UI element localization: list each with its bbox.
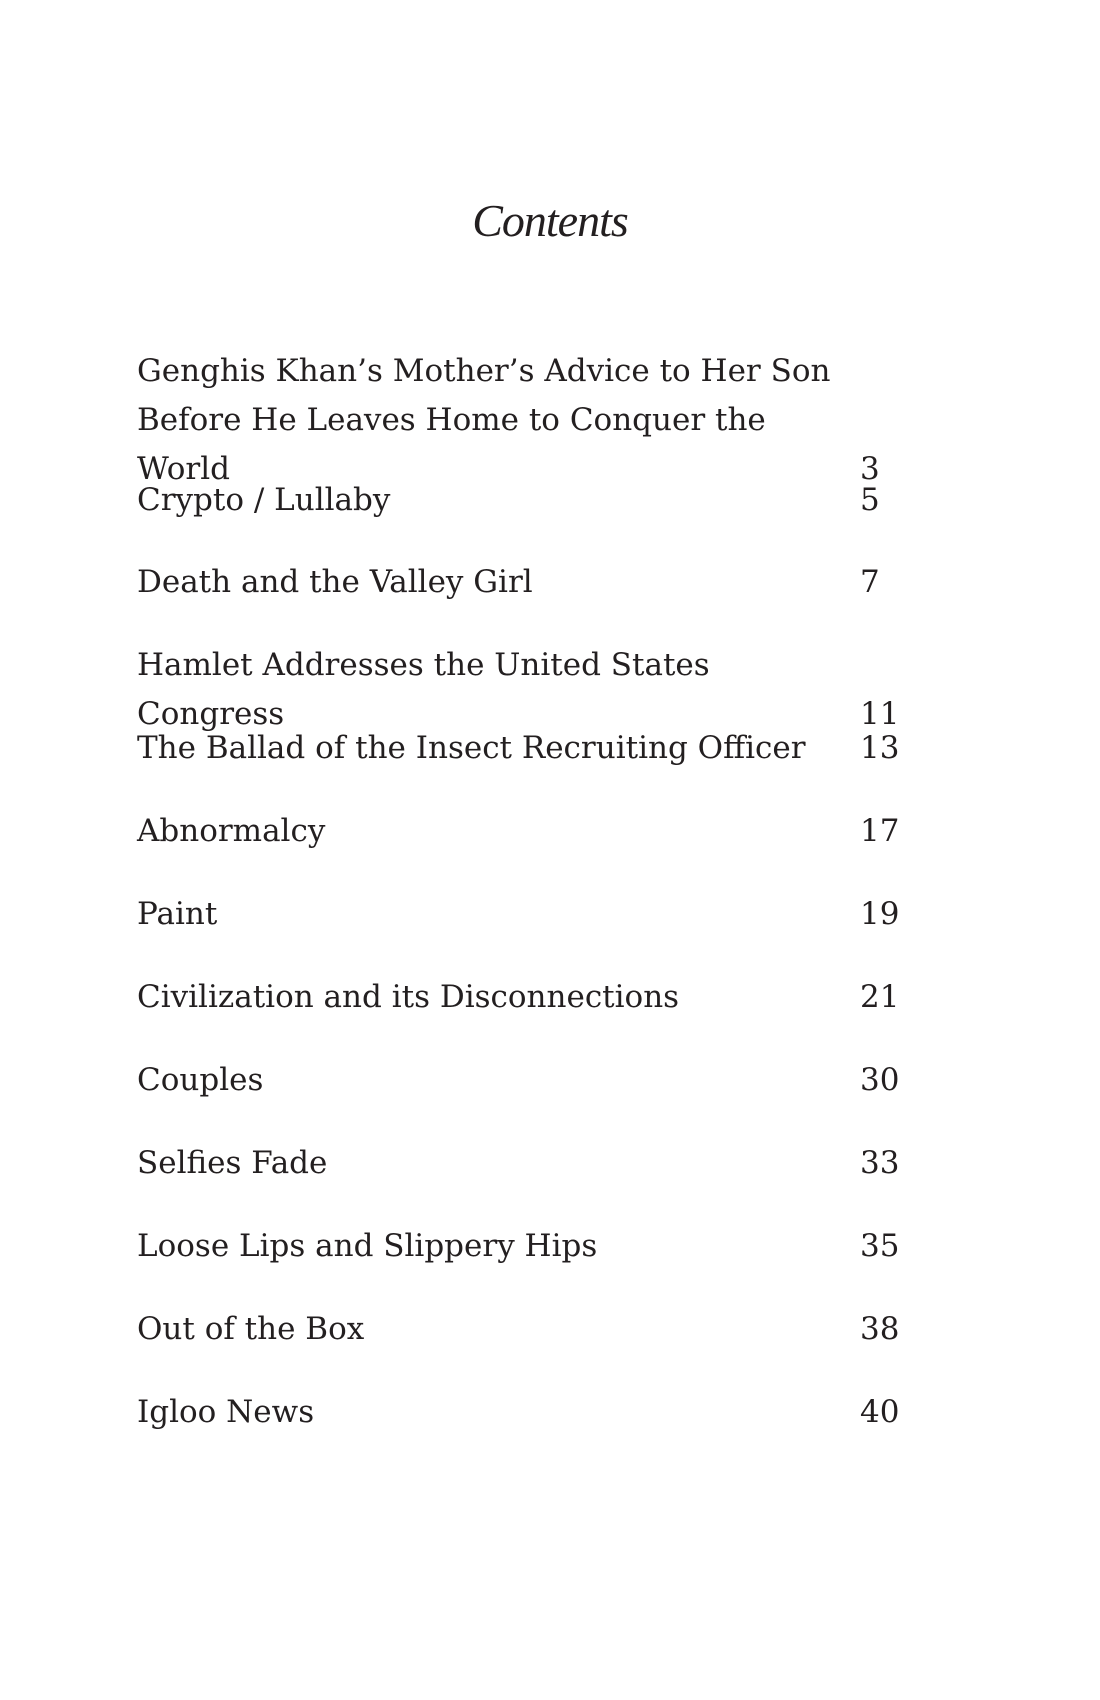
toc-entry-title-line-2: Before He Leaves Home to Conquer the World: [137, 402, 766, 487]
toc-entry-crypto-lullaby: [137, 476, 1017, 525]
toc-entry-title: Death and the Valley Girl: [137, 564, 533, 600]
toc-entry-title: Out of the Box: [137, 1311, 365, 1347]
toc-entry-page-number: 11: [860, 696, 900, 732]
toc-entry-title: Igloo News: [137, 1394, 315, 1430]
toc-entry-title: The Ballad of the Insect Recruiting Officer: [137, 730, 806, 766]
toc-entry-page-number: 3: [860, 451, 880, 487]
toc-entry-page-number: 35: [860, 1228, 900, 1264]
toc-entry-paint: [137, 890, 1017, 939]
contents-heading: Contents: [472, 195, 628, 246]
toc-entry-ballad-insect: [137, 724, 1017, 773]
toc-entry-page-number: 33: [860, 1145, 900, 1181]
toc-entry-page-number: 19: [860, 896, 900, 932]
toc-entry-title: Couples: [137, 1062, 264, 1098]
toc-entry-genghis-khan: [137, 347, 1017, 494]
toc-entry-selfies-fade: [137, 1139, 1017, 1188]
toc-entry-couples: [137, 1056, 1017, 1105]
toc-entry-loose-lips: [137, 1222, 1017, 1271]
toc-entry-page-number: 5: [860, 482, 880, 518]
toc-entry-page-number: 38: [860, 1311, 900, 1347]
toc-entry-title: [137, 347, 837, 494]
toc-entry-page-number: 40: [860, 1394, 900, 1430]
toc-entry-title: Paint: [137, 896, 218, 932]
toc-entry-civilization: [137, 973, 1017, 1022]
toc-entry-title: Hamlet Addresses the United States Congress: [137, 647, 710, 732]
toc-entry-page-number: 21: [860, 979, 900, 1015]
toc-entry-title: Abnormalcy: [137, 813, 326, 849]
toc-entry-page-number: 7: [860, 564, 880, 600]
toc-entry-abnormalcy: [137, 807, 1017, 856]
toc-entry-title: Selfies Fade: [137, 1145, 328, 1181]
toc-entry-title: Crypto / Lullaby: [137, 482, 391, 518]
toc-entry-out-of-the-box: [137, 1305, 1017, 1354]
toc-entry-page-number: 13: [860, 730, 900, 766]
toc-entry-igloo-news: [137, 1388, 1017, 1437]
toc-entry-death-valley-girl: [137, 558, 1017, 607]
toc-entry-title: Loose Lips and Slippery Hips: [137, 1228, 598, 1264]
toc-entry-page-number: 30: [860, 1062, 900, 1098]
toc-entry-page-number: 17: [860, 813, 900, 849]
toc-entry-title-line-1: Genghis Khan’s Mother’s Advice to Her Son: [137, 353, 831, 389]
toc-entry-title: Civilization and its Disconnections: [137, 979, 680, 1015]
